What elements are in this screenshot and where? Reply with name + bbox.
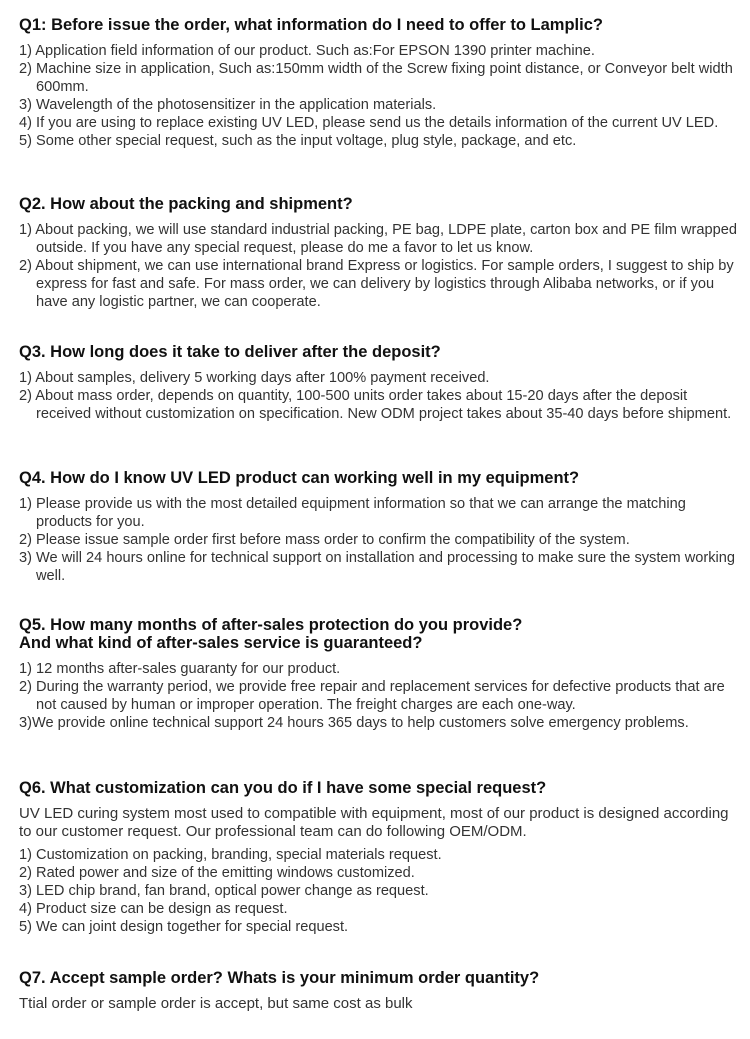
question-title: Q2. How about the packing and shipment? — [19, 195, 353, 213]
answer-list — [19, 495, 744, 585]
question-title: Q3. How long does it take to deliver after the deposit? — [19, 343, 441, 361]
answer-list — [19, 660, 744, 732]
answer-list — [19, 221, 744, 311]
list-item: 2) Machine size in application, Such as:150mm width of the Screw fixing point distance, or Conveyor belt width 600mm. — [19, 61, 733, 95]
question-title: Q1: Before issue the order, what information do I need to offer to Lamplic? — [19, 16, 603, 34]
list-item: 5) We can joint design together for special request. — [19, 919, 349, 935]
list-item: 4) If you are using to replace existing UV LED, please send us the details information of the current UV LED. — [19, 115, 719, 131]
list-item: 1) Application field information of our product. Such as:For EPSON 1390 printer machine. — [19, 43, 595, 59]
list-item: 1) About samples, delivery 5 working days after 100% payment received. — [19, 370, 490, 386]
faq-q5 — [19, 616, 744, 732]
answer-list — [19, 42, 744, 150]
faq-q1 — [19, 16, 744, 150]
list-item: 1) About packing, we will use standard industrial packing, PE bag, LDPE plate, carton box and PE film wrapped outside. If you have any special request, please do me a favor to let us know. — [19, 222, 737, 256]
list-item: 1) Please provide us with the most detailed equipment information so that we can arrange the matching products for you. — [19, 496, 686, 530]
faq-q3 — [19, 343, 744, 423]
list-item: 2) Rated power and size of the emitting windows customized. — [19, 865, 415, 881]
question-title: Q6. What customization can you do if I have some special request? — [19, 779, 547, 797]
list-item: 2) About shipment, we can use international brand Express or logistics. For sample orders, I suggest to ship by express for fast and safe. For mass order, we can delivery by logistics through Alibaba networks, or if you have any logistic partner, we can cooperate. — [19, 258, 734, 310]
list-item: 2) About mass order, depends on quantity, 100-500 units order takes about 15-20 days after the deposit received without customization on specification. New ODM project takes about 35-40 days before shipment. — [19, 388, 732, 422]
question-title: Q4. How do I know UV LED product can working well in my equipment? — [19, 469, 580, 487]
answer-intro: Ttial order or sample order is accept, but same cost as bulk — [19, 995, 413, 1012]
list-item: 3)We provide online technical support 24 hours 365 days to help customers solve emergency problems. — [19, 715, 689, 731]
question-title: Q5. How many months of after-sales protection do you provide? And what kind of after-sales service is guaranteed? — [19, 616, 523, 652]
question-title: Q7. Accept sample order? Whats is your minimum order quantity? — [19, 969, 540, 987]
faq-q6 — [19, 779, 744, 936]
list-item: 1) Customization on packing, branding, special materials request. — [19, 847, 442, 863]
answer-list — [19, 369, 744, 423]
faq-q7 — [19, 969, 744, 1018]
answer-intro: UV LED curing system most used to compatible with equipment, most of our product is designed according to our customer request. Our professional team can do following OEM/ODM. — [19, 805, 729, 840]
list-item: 3) We will 24 hours online for technical support on installation and processing to make sure the system working well. — [19, 550, 735, 584]
answer-list — [19, 846, 744, 936]
faq-q2 — [19, 195, 744, 311]
list-item: 5) Some other special request, such as the input voltage, plug style, package, and etc. — [19, 133, 577, 149]
faq-q4 — [19, 469, 744, 585]
list-item: 3) Wavelength of the photosensitizer in the application materials. — [19, 97, 437, 113]
list-item: 2) During the warranty period, we provide free repair and replacement services for defective products that are not caused by human or improper operation. The freight charges are each one-way. — [19, 679, 725, 713]
list-item: 1) 12 months after-sales guaranty for our product. — [19, 661, 341, 677]
list-item: 2) Please issue sample order first before mass order to confirm the compatibility of the system. — [19, 532, 630, 548]
list-item: 4) Product size can be design as request. — [19, 901, 288, 917]
list-item: 3) LED chip brand, fan brand, optical power change as request. — [19, 883, 429, 899]
